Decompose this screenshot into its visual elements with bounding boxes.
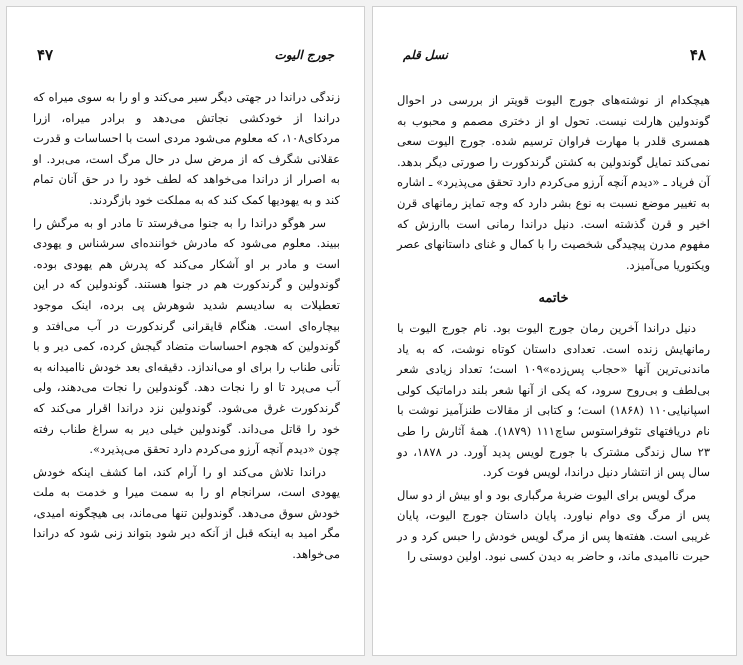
- right-page-header: [403, 45, 706, 65]
- left-paragraph-3: دراندا تلاش می‌کند او را آرام کند، اما کشف اینکه خودش یهودی است، سرانجام او را به سمت میرا و خدمت به ملت خودش سوق می‌دهد. گوندولین تنها می‌ماند، بی هیچگونه امیدی، مگر امید به اینکه قبل از آنکه دیر شود بتواند زنی شود که دراندا می‌خواهد.: [33, 464, 340, 562]
- left-page-header: [37, 45, 334, 65]
- section-heading: خاتمه: [538, 291, 569, 307]
- right-page: [372, 6, 737, 656]
- left-page-number: ۴۷: [37, 46, 54, 64]
- right-page-number: ۴۸: [689, 46, 706, 64]
- right-intro-paragraph: هیچکدام از نوشته‌های جورج الیوت قویتر از بررسی در احوال گوندولین هارلت نیست. تحول او از دختری مصمم و محبوب به همسری قلدر با مهارت فراوان ترسیم شده. جورج الیوت سعی نمی‌کند تمایل گوندولین به کشتن گرندکورت را صورتی دیگر بدهد. آن فریاد ـ «دیدم آنچه آرزو می‌کردم دارد تحقق می‌پذیرد» ـ اشاره به تغییر موضع نسبت به نوع بشر دارد که وجه تمایز رمانهای قرن اخیر و قرن گذشته است. دنیل دراندا رمانی است باارزش که مفهوم مدرن پیچیدگی شخصیت را با کمال و غنای داستانهای عصر ویکتوریا می‌آمیزد.: [397, 93, 710, 272]
- right-paragraph-2: مرگ لویس برای الیوت ضربهٔ مرگباری بود و او بیش از دو سال پس از مرگ وی دوام نیاورد. پایان داستان جورج الیوت، پایان غریبی است. هفته‌ها پس از مرگ لویس خودش را حبس کرد و در حیرت ناامیدی ماند، و حاضر به دیدن کسی نبود. اولین دوستی را: [397, 487, 710, 564]
- right-running-head: نسل قلم: [403, 48, 449, 62]
- right-page-body: [397, 90, 710, 569]
- right-paragraph-1: دنیل دراندا آخرین رمان جورج الیوت بود. نام جورج الیوت با رمانهایش زنده است. تعدادی داستان کوتاه نوشت، که به یاد ماندنی‌ترین آنها «حجاب پس‌زده»۱۰۹ است؛ تعداد زیادی شعر بی‌لطف و بی‌روح سرود، که یکی از آنها شعر بلند دراماتیک کولی اسپانیایی۱۱۰ (۱۸۶۸) است؛ و کتابی از مقالات طنزآمیز نوشت با نام دریافتهای تئوفراستوس ساچ۱۱۱ (۱۸۷۹). همهٔ آثارش را طی ۲۳ سال زندگی مشترک با جورج لویس پدید آورد. در ۱۸۷۸، دو سال پس از انتشار دنیل دراندا، لویس فوت کرد.: [397, 320, 710, 480]
- left-page-body: [33, 87, 340, 567]
- left-paragraph-1: زندگی دراندا در جهتی دیگر سیر می‌کند و او را به سوی میراه که دراندا از خودکشی نجاتش می‌دهد و برادر میراه، ازرا مردکای۱۰۸، که معلوم می‌شود مردی است با احساسات و قدرت عقلانی شگرف که از مرض سل در حال مرگ است، می‌برد. او به اصرار از دراندا می‌خواهد که لطف خود را در حق آنان تمام کند و به یهودیها کمک کند که به مملکت خود بازگردند.: [33, 90, 340, 207]
- left-paragraph-2: سر هوگو دراندا را به جنوا می‌فرستد تا مادر او به مرگش را ببیند. معلوم می‌شود که مادرش خواننده‌ای سرشناس و یهودی است و مادر بر او آشکار می‌کند که پدرش هم یهودی بوده. گوندولین و گرندکورت هم در جنوا هستند. گوندولین که در این تعطیلات به سادیسم شدید شوهرش پی برده، اینک موجود بیچاره‌ای است. هنگام قایقرانی گرندکورت در آب می‌افتد و گوندولین که هجوم احساسات متضاد گیجش کرده، کمی دیر و با تأنی طناب را برای او می‌اندازد. دقیقه‌ای بعد خودش ناامیدانه به آب می‌پرد تا او را نجات دهد. گوندولین را نجات می‌دهند، ولی گرندکورت غرق می‌شود. گوندولین نزد دراندا اقرار می‌کند که خود را قاتل می‌داند. گوندولین خیلی دیر به سراغ طناب رفته چون «دیدم آنچه آرزو می‌کردم دارد تحقق می‌پذیرد».: [33, 215, 340, 457]
- left-running-head: جورج الیوت: [274, 48, 334, 62]
- left-page: [6, 6, 365, 656]
